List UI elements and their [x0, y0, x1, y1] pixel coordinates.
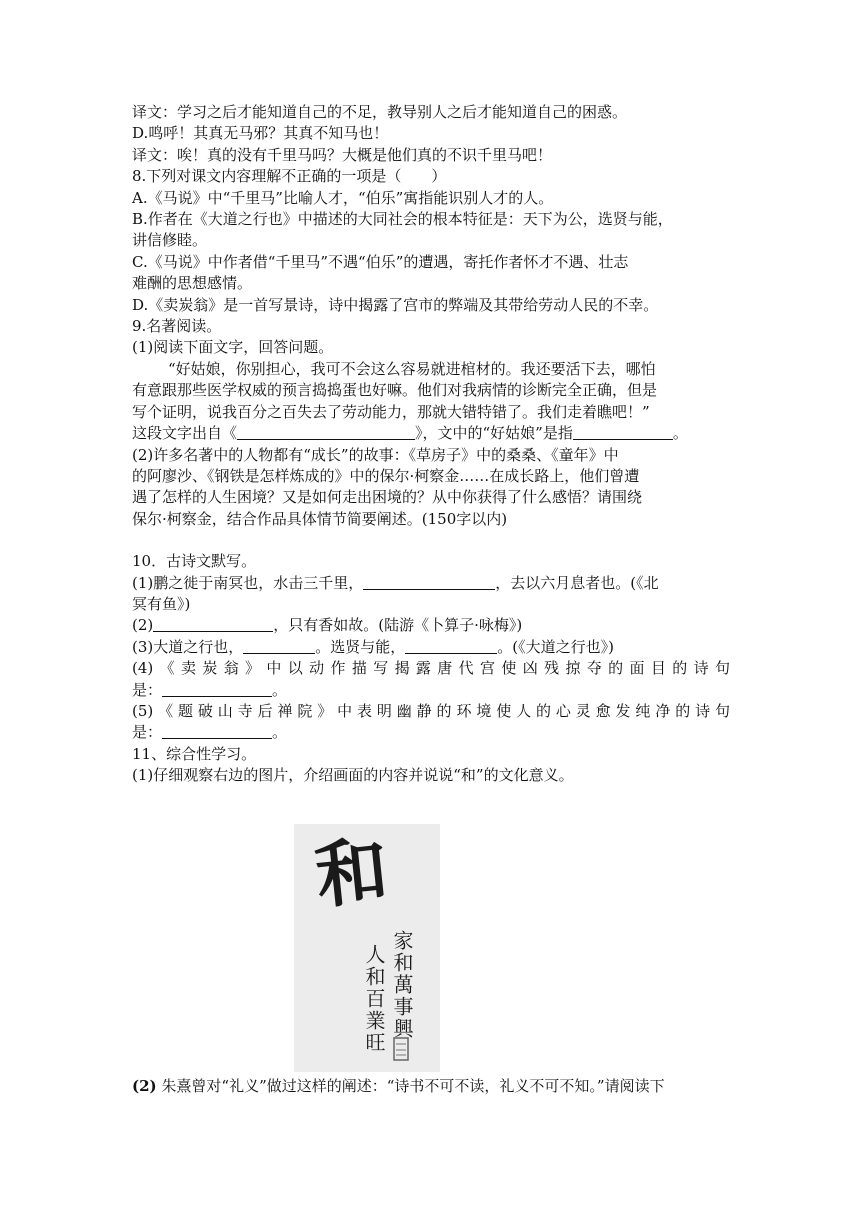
calligraphy-column-right: 家和萬事興 — [390, 930, 414, 1040]
option-a: A.《马说》中“千里马”比喻人才，“伯乐”寓指能识别人才的人。 — [132, 188, 554, 207]
text-segment: (1)鹏之徙于南冥也，水击三千里， — [132, 573, 364, 592]
answer-blank[interactable] — [243, 638, 315, 654]
option-c-cont: 难酬的思想感情。 — [132, 274, 253, 293]
text-segment: 是： — [132, 680, 163, 699]
question-11-part-2 — [132, 1076, 732, 1097]
big-character: 和 — [311, 826, 393, 919]
sub-question: (1)仔细观察右边的图片，介绍画面的内容并说说“和”的文化意义。 — [132, 766, 574, 785]
fill-line — [132, 423, 730, 444]
text-line: 冥有鱼》) — [132, 594, 191, 613]
option-b-cont: 讲信修睦。 — [132, 231, 208, 250]
answer-blank[interactable] — [573, 424, 673, 440]
text-segment: (2) — [132, 616, 154, 635]
question-10: 10．古诗文默写。 — [132, 552, 257, 571]
text-line: 遇了怎样的人生困境？又是如何走出困境的？从中你获得了什么感悟？请围绕 — [132, 488, 643, 507]
fill-line — [132, 637, 730, 658]
text-line: (4)《卖炭翁》中以动作描写揭露唐代宫使凶残掠夺的面目的诗句 — [132, 659, 730, 678]
text-segment: 。选贤与能， — [315, 637, 406, 656]
text-line: 保尔·柯察金，结合作品具体情节简要阐述。(150字以内) — [132, 509, 508, 528]
text-line: 的阿廖沙、《钢铁是怎样炼成的》中的保尔·柯察金……在成长路上，他们曾遭 — [132, 466, 640, 485]
question-11: 11、综合性学习。 — [132, 744, 257, 763]
text-segment: (3)大道之行也， — [132, 637, 244, 656]
sub-question: (1)阅读下面文字，回答问题。 — [132, 338, 334, 357]
text-line: 译文：学习之后才能知道自己的不足，教导别人之后才能知道自己的困惑。 — [132, 103, 628, 121]
sub-question-number: (2) — [132, 1077, 157, 1095]
text-segment: 这段文字出自《 — [132, 424, 238, 443]
calligraphy-image — [294, 824, 440, 1072]
blank-space — [132, 530, 730, 551]
answer-blank[interactable] — [237, 424, 415, 440]
text-segment: 。 — [272, 680, 288, 699]
text-line: 译文：唉！真的没有千里马吗？大概是他们真的不识千里马吧！ — [132, 145, 553, 164]
option-c: C.《马说》中作者借“千里马”不遇“伯乐”的遭遇，寄托作者怀才不遇、壮志 — [132, 252, 629, 271]
text-line: D.鸣呼！其真无马邪？其真不知马也！ — [132, 124, 389, 143]
quote-line: “好姑娘，你别担心，我可不会这么容易就进棺材的。我还要活下去，哪怕 — [168, 359, 656, 378]
text-segment: 。 — [672, 424, 688, 443]
quote-line: 有意跟那些医学权威的预言捣捣蛋也好嘛。他们对我病情的诊断完全正确，但是 — [132, 381, 658, 400]
option-b: B.作者在《大道之行也》中描述的大同社会的根本特征是：天下为公，选贤与能， — [132, 210, 673, 229]
fill-line — [132, 680, 730, 701]
quote-line: 写个证明，说我百分之百失去了劳动能力，那就大错特错了。我们走着瞧吧！” — [132, 402, 650, 421]
answer-blank[interactable] — [405, 638, 497, 654]
option-d: D.《卖炭翁》是一首写景诗，诗中揭露了宫市的弊端及其带给劳动人民的不幸。 — [132, 295, 659, 314]
text-segment: 是： — [132, 723, 163, 742]
text-segment: ，只有香如故。(陆游《卜算子·咏梅》) — [273, 616, 523, 635]
text-segment: ，去以六月息者也。(《北 — [495, 573, 659, 592]
sub-question-text: 朱熹曾对“礼义”做过这样的阐述：“诗书不可不读，礼义不可不知。”请阅读下 — [161, 1077, 665, 1095]
sub-question: (2)许多名著中的人物都有“成长”的故事：《草房子》中的桑桑、《童年》中 — [132, 445, 619, 464]
answer-blank[interactable] — [363, 574, 495, 590]
text-segment: 。 — [272, 723, 288, 742]
text-segment: 》，文中的“好姑娘”是指 — [415, 424, 573, 443]
fill-line — [132, 573, 730, 594]
question-9: 9.名著阅读。 — [132, 317, 222, 336]
answer-blank[interactable] — [153, 616, 273, 632]
calligraphy-column-left: 人和百業旺 — [362, 944, 386, 1054]
question-8: 8.下列对课文内容理解不正确的一项是（ ） — [132, 167, 447, 186]
text-line: (5)《题破山寺后禅院》中表明幽静的环境使人的心灵愈发纯净的诗句 — [132, 701, 730, 720]
document-body — [132, 102, 730, 787]
text-segment: 。(《大道之行也》) — [497, 637, 614, 656]
answer-blank[interactable] — [162, 723, 272, 739]
answer-blank[interactable] — [162, 681, 272, 697]
fill-line — [132, 615, 730, 636]
fill-line — [132, 722, 730, 743]
